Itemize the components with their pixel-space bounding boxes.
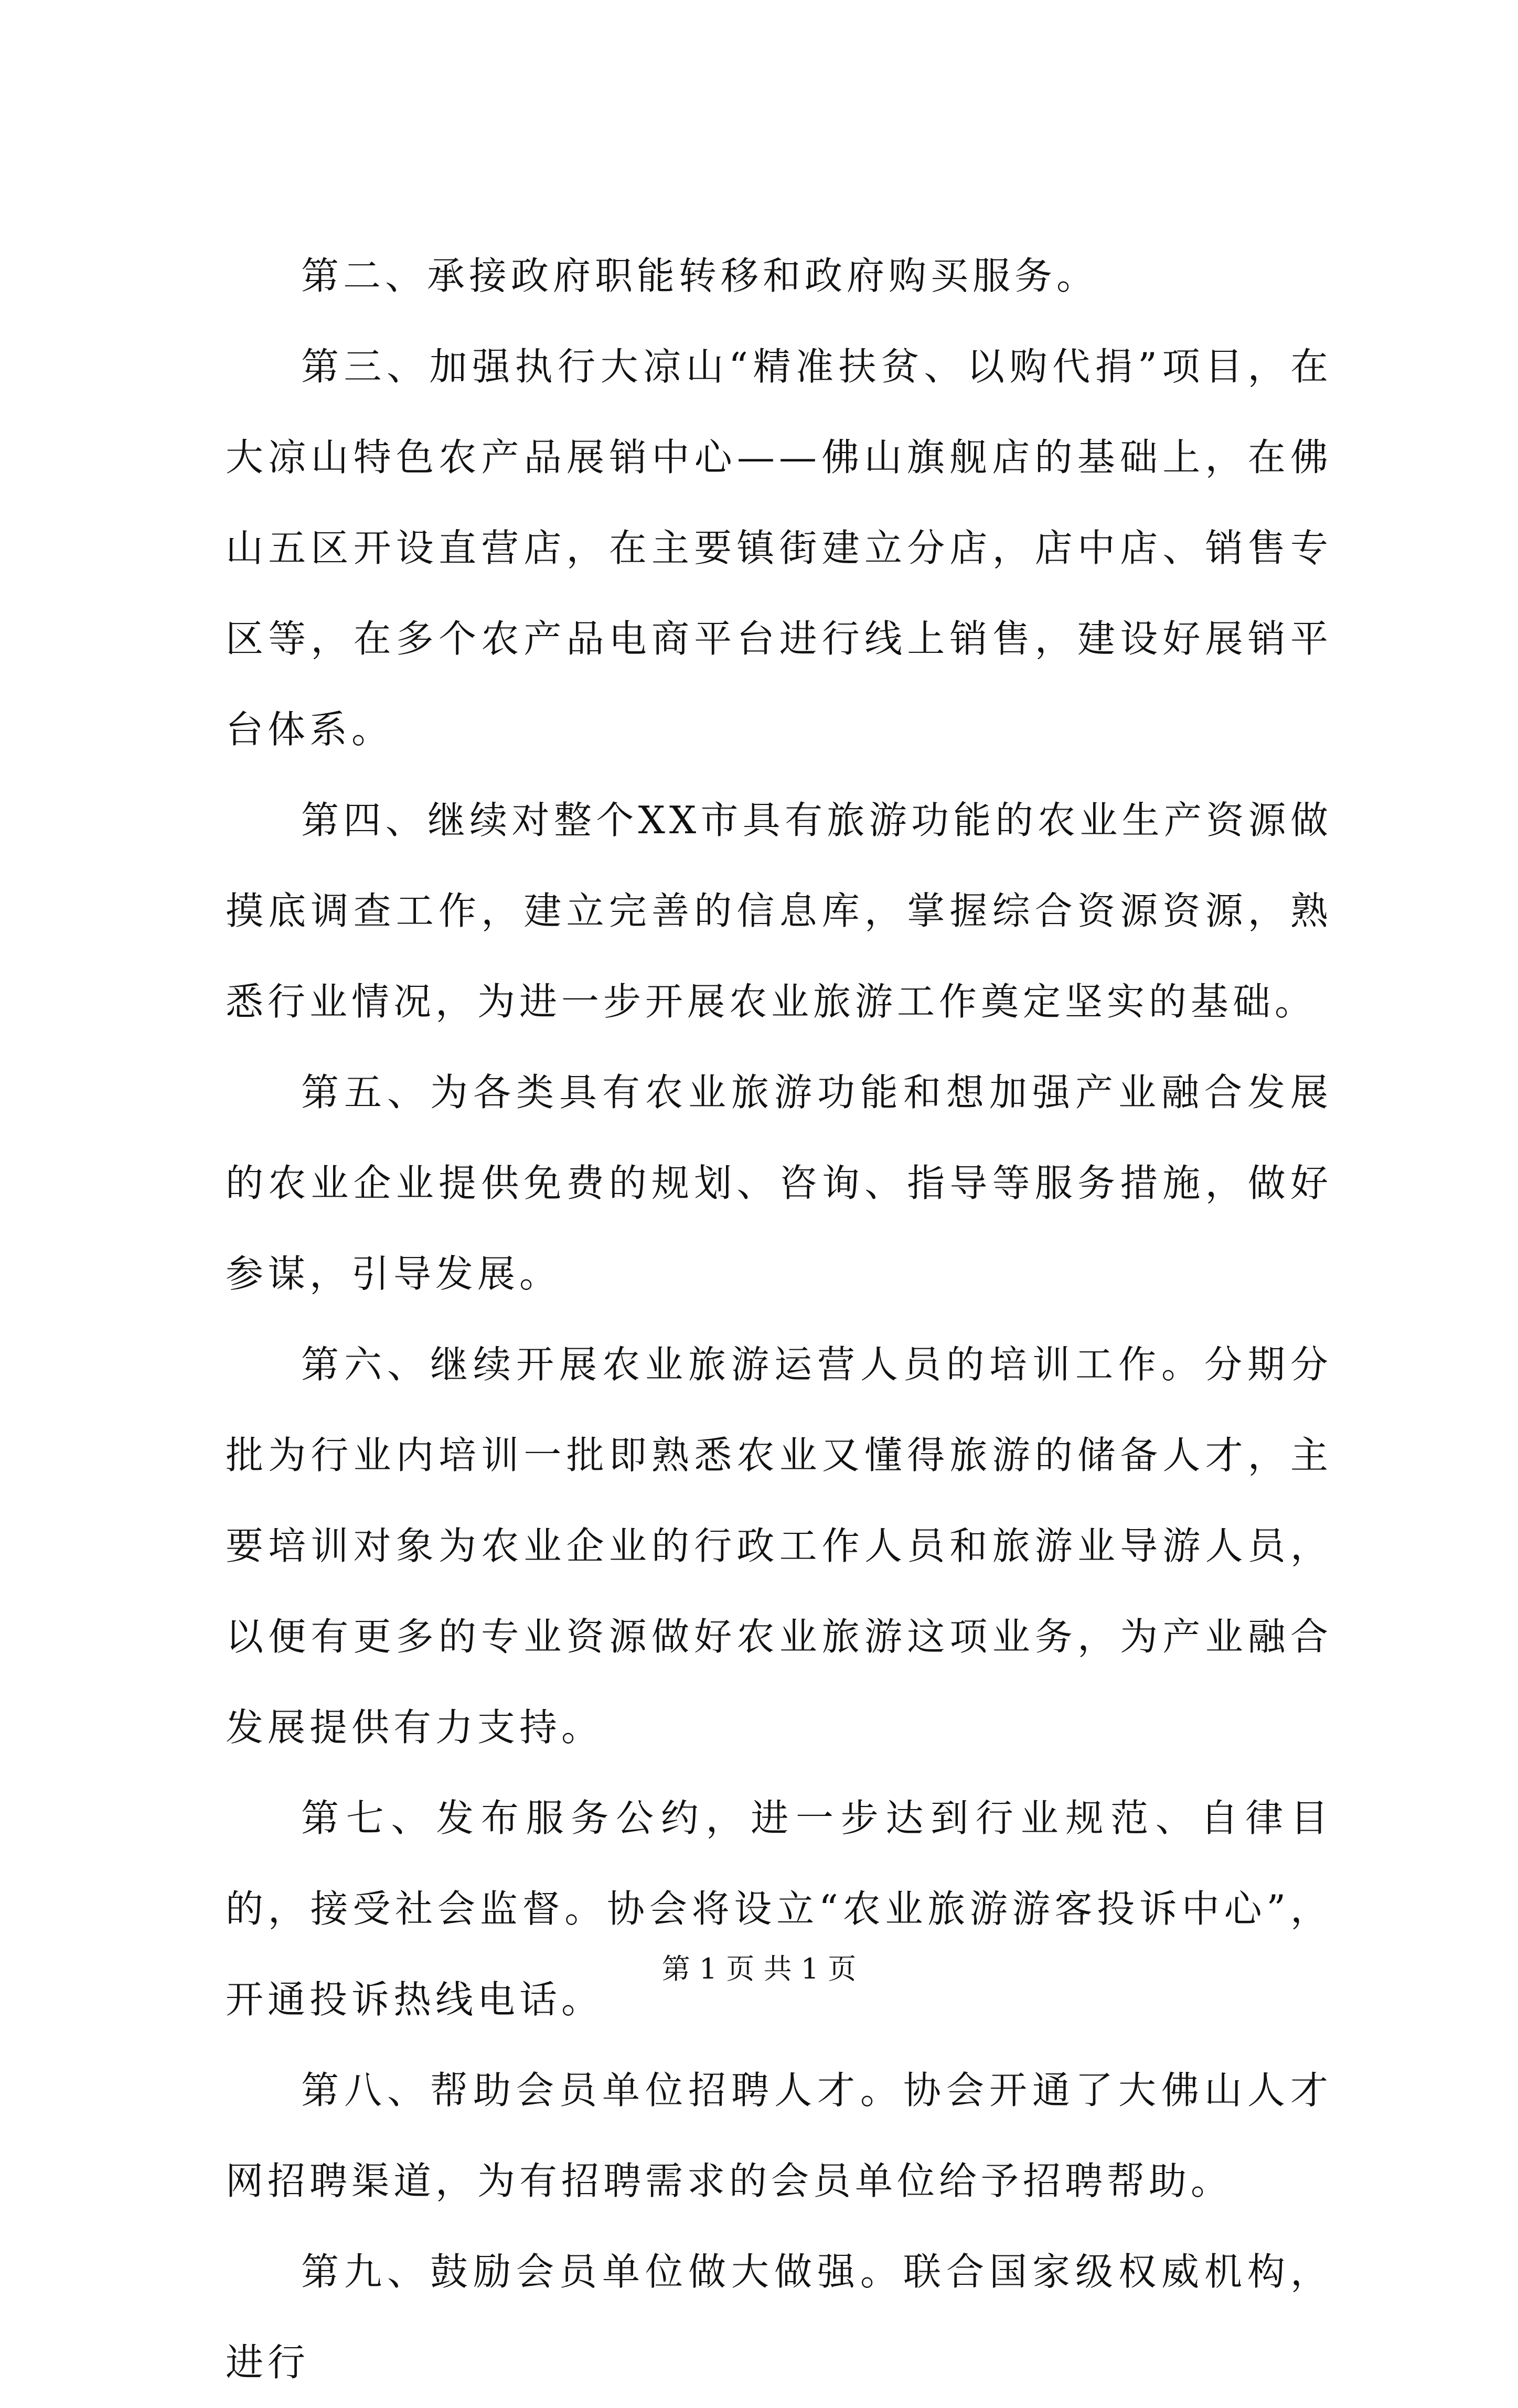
paragraph-item-6: 第六、继续开展农业旅游运营人员的培训工作。分期分批为行业内培训一批即熟悉农业又懂得旅游的储备人才，主要培训对象为农业企业的行政工作人员和旅游业导游人员，以便有更多的专业资源做好农业旅游这项业务，为产业融合发展提供有力支持。	[226, 1342, 1332, 1749]
paragraph-item-9: 第九、鼓励会员单位做大做强。联合国家级权威机构，进行	[226, 2250, 1332, 2384]
paragraph-item-3: 第三、加强执行大凉山“精准扶贫、以购代捐”项目，在大凉山特色农产品展销中心——佛山旗舰店的基础上，在佛山五区开设直营店，在主要镇街建立分店，店中店、销售专区等，在多个农产品电商平台进行线上销售，建设好展销平台体系。	[226, 345, 1332, 751]
page-number-label: 第 1 页 共 1 页	[661, 1952, 857, 1985]
paragraph-item-8: 第八、帮助会员单位招聘人才。协会开通了大佛山人才网招聘渠道，为有招聘需求的会员单位给予招聘帮助。	[226, 2068, 1332, 2203]
paragraph-item-4: 第四、继续对整个XX市具有旅游功能的农业生产资源做摸底调查工作，建立完善的信息库，掌握综合资源资源，熟悉行业情况，为进一步开展农业旅游工作奠定坚实的基础。	[226, 798, 1332, 1024]
paragraph-item-7: 第七、发布服务公约，进一步达到行业规范、自律目的，接受社会监督。协会将设立“农业旅游游客投诉中心”，开通投诉热线电话。	[226, 1796, 1332, 2022]
document-body	[226, 231, 1332, 2408]
paragraph-item-5: 第五、为各类具有农业旅游功能和想加强产业融合发展的农业企业提供免费的规划、咨询、指导等服务措施，做好参谋，引导发展。	[226, 1070, 1332, 1296]
page-footer	[0, 1951, 1518, 1987]
paragraph-item-2: 第二、承接政府职能转移和政府购买服务。	[301, 254, 1099, 298]
